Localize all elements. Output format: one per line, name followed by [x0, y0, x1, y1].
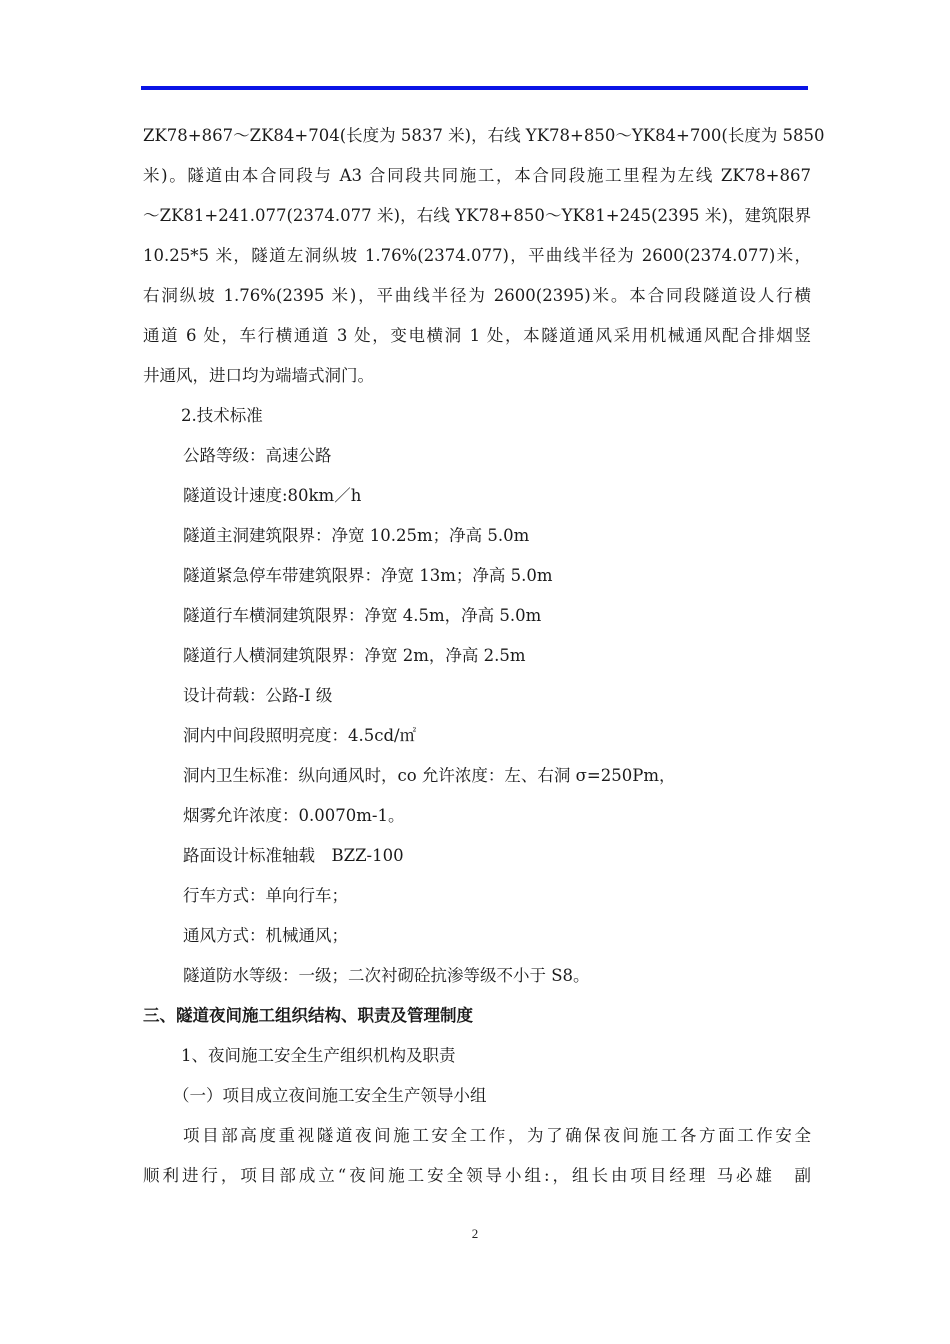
tech-standard-item: 行车方式：单向行车； — [183, 886, 348, 905]
tech-standard-item: 通风方式：机械通风； — [183, 926, 348, 945]
closing-paragraph — [143, 1116, 811, 1196]
tech-standard-item: 烟雾允许浓度：0.0070m-1。 — [183, 806, 405, 825]
tech-standard-item: 路面设计标准轴载 BZZ-100 — [183, 846, 404, 865]
tech-standard-item: 隧道防水等级：一级；二次衬砌砼抗渗等级不小于 S8。 — [183, 966, 590, 985]
tech-standards-list — [143, 436, 811, 996]
header-rule — [141, 86, 808, 90]
document-body — [143, 116, 825, 1196]
paragraph-line: 通道 6 处，车行横通道 3 处，变电横洞 1 处，本隧道通风采用机械通风配合排烟竖 — [143, 326, 811, 345]
tech-standard-item: 隧道主洞建筑限界：净宽 10.25m；净高 5.0m — [183, 526, 530, 545]
tech-standard-item: 隧道行车横洞建筑限界：净宽 4.5m，净高 5.0m — [183, 606, 542, 625]
paragraph-line: 米)。隧道由本合同段与 A3 合同段共同施工，本合同段施工里程为左线 ZK78+867 — [143, 166, 811, 185]
paragraph-line: ～ZK81+241.077(2374.077 米)，右线 YK78+850～YK81+245(2395 米)，建筑限界 — [143, 206, 811, 225]
tech-standard-item: 设计荷载：公路-Ⅰ 级 — [183, 686, 333, 705]
page-number: 2 — [471, 1226, 479, 1241]
tech-standard-item: 隧道设计速度:80km／h — [183, 486, 362, 505]
paragraph-line: 项目部高度重视隧道夜间施工安全工作，为了确保夜间施工各方面工作安全 — [183, 1126, 811, 1145]
tech-standard-item: 洞内卫生标准：纵向通风时，co 允许浓度：左、右洞 σ=250Pm， — [183, 766, 676, 785]
section-heading: 三、隧道夜间施工组织结构、职责及管理制度 — [143, 1006, 473, 1025]
tech-standard-item: 隧道紧急停车带建筑限界：净宽 13m；净高 5.0m — [183, 566, 553, 585]
sub-subsection-heading: （一）项目成立夜间施工安全生产领导小组 — [173, 1086, 487, 1105]
paragraph-line: 10.25*5 米，隧道左洞纵坡 1.76%(2374.077)，平曲线半径为 2600(2374.077)米， — [143, 246, 811, 265]
paragraph-line: ZK78+867～ZK84+704(长度为 5837 米)，右线 YK78+850～YK84+700(长度为 5850 — [143, 126, 825, 145]
subsection-heading: 1、夜间施工安全生产组织机构及职责 — [181, 1046, 456, 1065]
tech-standard-item: 洞内中间段照明亮度：4.5cd/㎡ — [183, 726, 417, 745]
tech-standard-title: 2.技术标准 — [181, 406, 263, 425]
intro-paragraph — [143, 116, 825, 396]
tech-standard-item: 隧道行人横洞建筑限界：净宽 2m，净高 2.5m — [183, 646, 526, 665]
paragraph-line: 顺利进行，项目部成立“夜间施工安全领导小组:，组长由项目经理 马必雄 副 — [143, 1166, 811, 1185]
paragraph-line: 井通风，进口均为端墙式洞门。 — [143, 366, 374, 385]
paragraph-line: 右洞纵坡 1.76%(2395 米)，平曲线半径为 2600(2395)米。本合同段隧道设人行横 — [143, 286, 811, 305]
tech-standard-item: 公路等级：高速公路 — [183, 446, 332, 465]
